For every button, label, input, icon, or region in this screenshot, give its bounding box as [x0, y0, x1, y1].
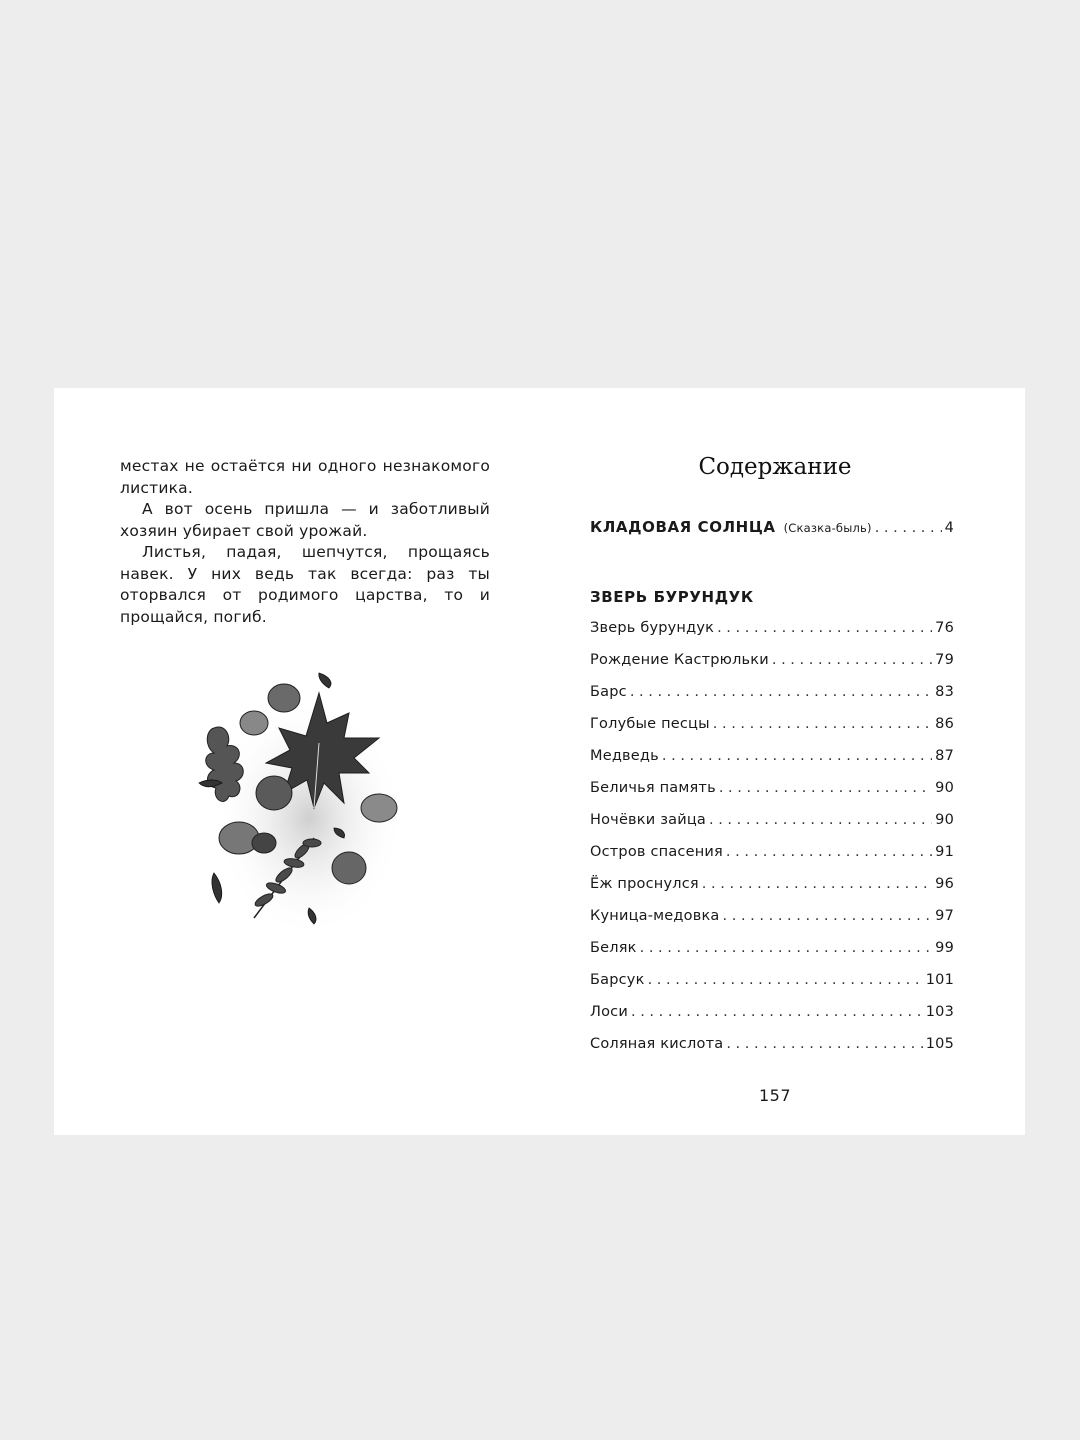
leader-dots	[709, 812, 932, 828]
toc-entry-page: 96	[935, 876, 954, 892]
toc-entry-page: 99	[935, 940, 954, 956]
leader-dots	[726, 1036, 922, 1052]
toc-entry	[590, 1004, 954, 1036]
autumn-leaves-illustration	[194, 668, 424, 948]
paragraph: А вот осень пришла — и заботливый хозяин убирает свой урожай.	[120, 500, 490, 540]
toc-entry-title: Барсук	[590, 972, 645, 988]
toc-entry-title: Ночёвки зайца	[590, 812, 706, 828]
toc-entry-title: Лоси	[590, 1004, 628, 1020]
leader-dots	[702, 876, 932, 892]
toc-entry-title: Беляк	[590, 940, 637, 956]
leader-dots	[723, 908, 933, 924]
toc-entry-page: 91	[935, 844, 954, 860]
leader-dots	[719, 780, 932, 796]
toc-entry-page: 4	[944, 520, 954, 536]
toc-entry-page: 90	[935, 812, 954, 828]
toc-entry-title: Соляная кислота	[590, 1036, 724, 1052]
toc-entry-title: Остров спасения	[590, 844, 723, 860]
leader-dots	[662, 748, 932, 764]
toc-entry-page: 105	[925, 1036, 954, 1052]
toc-entry	[590, 684, 954, 716]
toc-entry	[590, 1036, 954, 1068]
toc-entry	[590, 876, 954, 908]
toc-entry	[590, 620, 954, 652]
book-spread	[54, 388, 1025, 1135]
toc-entry-title: Голубые песцы	[590, 716, 710, 732]
leader-dots	[630, 684, 932, 700]
toc-entry-title: Куница-медовка	[590, 908, 720, 924]
toc-entry-title: Рождение Кастрюльки	[590, 652, 769, 668]
toc-entry-page: 97	[935, 908, 954, 924]
leader-dots	[772, 652, 932, 668]
toc-entry	[590, 748, 954, 780]
paragraph: Листья, падая, шепчутся, прощаясь навек. У них ведь так всегда: раз ты оторвался от родимого царства, то и прощайся, погиб.	[120, 543, 490, 626]
toc-entry-title: Беличья память	[590, 780, 716, 796]
toc-entry-title: Барс	[590, 684, 627, 700]
toc-entry-page: 103	[925, 1004, 954, 1020]
toc-entry-title: Ёж проснулся	[590, 876, 699, 892]
toc-entry-title: Медведь	[590, 748, 659, 764]
leader-dots	[648, 972, 923, 988]
toc-entry	[590, 940, 954, 972]
toc-entry	[590, 652, 954, 684]
toc-entry	[590, 780, 954, 812]
toc-entry-page: 86	[935, 716, 954, 732]
leader-dots	[875, 520, 942, 536]
toc-entry	[590, 972, 954, 1004]
left-page-text	[120, 456, 490, 628]
toc-entry-page: 79	[935, 652, 954, 668]
toc-entry-note: (Сказка-быль)	[783, 521, 872, 535]
paragraph: местах не остаётся ни одного незнакомого листика.	[120, 457, 490, 497]
page-number: 157	[758, 1086, 792, 1105]
toc-entry-title: КЛАДОВАЯ СОЛНЦА	[590, 518, 776, 536]
toc-entry-page: 76	[935, 620, 954, 636]
page-title: Содержание	[698, 454, 852, 480]
toc-entry	[590, 716, 954, 748]
leader-dots	[631, 1004, 923, 1020]
leader-dots	[713, 716, 932, 732]
toc-entry	[590, 518, 954, 550]
leader-dots	[640, 940, 933, 956]
leader-dots	[726, 844, 932, 860]
leader-dots	[717, 620, 932, 636]
toc-entry	[590, 812, 954, 844]
toc-entry-title: Зверь бурундук	[590, 620, 715, 636]
section-heading: ЗВЕРЬ БУРУНДУК	[590, 588, 754, 606]
oak-leaf-icon	[206, 727, 244, 801]
toc-entry-page: 90	[935, 780, 954, 796]
toc-entry	[590, 844, 954, 876]
toc-entry-page: 101	[925, 972, 954, 988]
toc-entry	[590, 908, 954, 940]
toc-entry-page: 83	[935, 684, 954, 700]
toc-entry-page: 87	[935, 748, 954, 764]
table-of-contents	[590, 518, 954, 1068]
